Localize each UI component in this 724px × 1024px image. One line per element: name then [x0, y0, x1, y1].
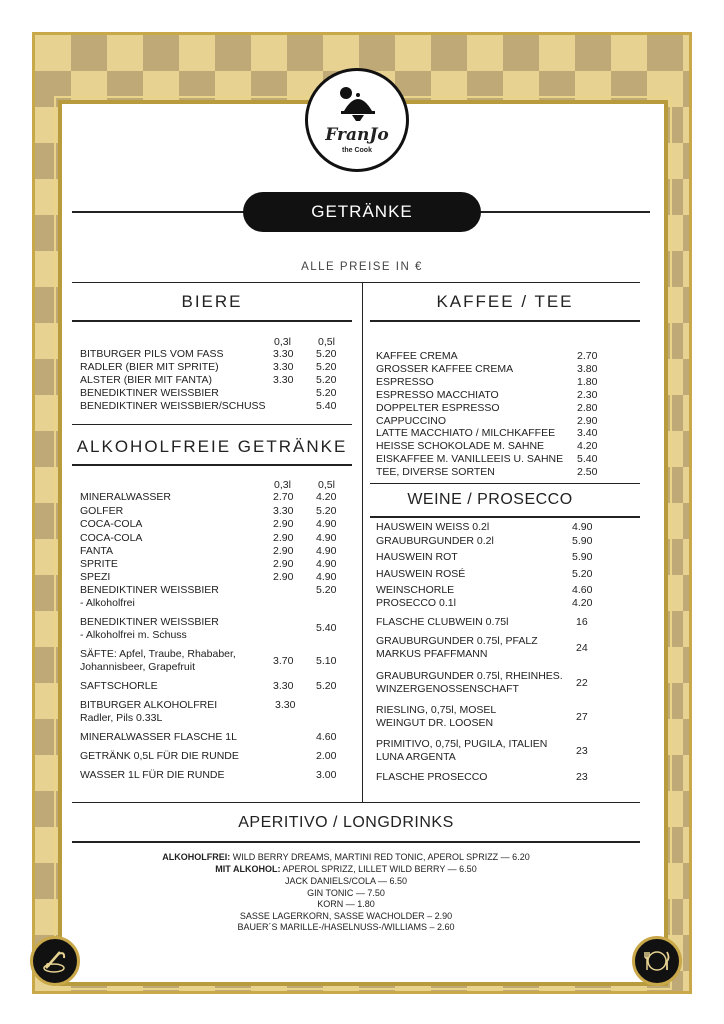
menu-item-detail: WINZERGENOSSENSCHAFT — [376, 683, 519, 695]
menu-item-price: 5.20 — [316, 680, 337, 692]
menu-item-name: SAFTSCHORLE — [80, 680, 158, 692]
menu-item-name: LATTE MACCHIATO / MILCHKAFFEE — [376, 427, 556, 440]
menu-item-name: HAUSWEIN ROT — [376, 551, 458, 563]
aperitivo-line: GIN TONIC — 7.50 — [307, 887, 385, 898]
menu-item-price: 5.20 — [316, 374, 337, 386]
menu-item-name: FLASCHE PROSECCO — [376, 771, 488, 783]
menu-item-price: 5.40 — [316, 400, 337, 412]
divider — [72, 424, 352, 425]
menu-item-name: ESPRESSO — [376, 375, 434, 388]
menu-item-name: GROSSER KAFFEE CREMA — [376, 362, 514, 375]
menu-item-price: 4.90 — [316, 571, 337, 583]
menu-item-price: 2.90 — [273, 545, 294, 557]
menu-item-price: 5.90 — [572, 551, 593, 563]
menu-item-price: 5.10 — [316, 655, 337, 667]
menu-item-detail: - Alkoholfrei — [80, 597, 135, 609]
menu-item-price: 4.60 — [572, 584, 593, 596]
menu-item-price: 4.90 — [316, 532, 337, 544]
divider — [72, 282, 640, 283]
cutlery-icon — [642, 946, 672, 976]
menu-item-name: BENEDIKTINER WEISSBIER — [80, 584, 219, 596]
menu-item-price: 3.30 — [273, 680, 294, 692]
divider — [72, 841, 640, 843]
golf-badge — [30, 936, 80, 986]
prices-note: ALLE PREISE IN € — [301, 261, 423, 273]
menu-item-price: 5.20 — [572, 568, 593, 580]
menu-item-price: 2.90 — [273, 518, 294, 530]
menu-item-price: 2.90 — [273, 571, 294, 583]
menu-item-detail: MARKUS PFAFFMANN — [376, 648, 488, 660]
menu-item-price: 4.20 — [577, 440, 598, 453]
franjo-logo — [305, 68, 409, 172]
menu-item-price: 4.90 — [316, 558, 337, 570]
menu-item-price: 27 — [576, 711, 588, 723]
aperitivo-line: KORN — 1.80 — [317, 899, 375, 909]
menu-item-name: BITBURGER PILS VOM FASS — [80, 348, 224, 360]
menu-item-detail: WEINGUT DR. LOOSEN — [376, 717, 494, 729]
logo-since: SINCE — [320, 87, 336, 93]
menu-item-price: 2.70 — [577, 350, 598, 362]
menu-item-price: 5.90 — [572, 535, 593, 547]
menu-item-price: 5.20 — [316, 348, 337, 360]
logo-subtitle: the Cook — [342, 147, 372, 154]
menu-item-detail: LUNA ARGENTA — [376, 751, 456, 763]
golf-icon — [40, 946, 70, 976]
menu-item-price: 4.90 — [316, 545, 337, 557]
menu-item-name: DOPPELTER ESPRESSO — [376, 401, 500, 414]
column-divider — [362, 282, 363, 802]
menu-item-name: HEISSE SCHOKOLADE M. SAHNE — [376, 440, 545, 453]
menu-item-name: HAUSWEIN ROSÉ — [376, 568, 466, 580]
menu-item-name: PROSECCO 0.1l — [376, 597, 456, 609]
menu-item-name: MINERALWASSER — [80, 491, 172, 503]
menu-item-price: 3.30 — [273, 505, 294, 517]
menu-item-name: SPEZI — [80, 571, 111, 583]
menu-item-price: 22 — [576, 677, 588, 689]
divider — [72, 802, 640, 803]
aperitivo-line — [72, 864, 620, 875]
menu-item-name: GETRÄNK 0,5L FÜR DIE RUNDE — [80, 750, 239, 762]
menu-item-name: GRAUBURGUNDER 0.75l, PFALZ — [376, 635, 538, 647]
menu-item-price: 24 — [576, 642, 588, 654]
menu-item-price: 4.90 — [316, 518, 337, 530]
divider — [72, 464, 352, 466]
menu-item-name: BENEDIKTINER WEISSBIER — [80, 616, 219, 628]
menu-item-name: COCA-COLA — [80, 518, 143, 530]
menu-item-name: BITBURGER ALKOHOLFREI — [80, 699, 218, 711]
menu-item-name: RIESLING, 0,75l, MOSEL — [376, 704, 497, 716]
menu-item-name: GRAUBURGUNDER 0.75l, RHEINHES. — [376, 670, 563, 682]
menu-item-price: 2.90 — [273, 558, 294, 570]
section-title-alkoholfrei: ALKOHOLFREIE GETRÄNKE — [76, 437, 348, 456]
menu-item-price: 3.30 — [275, 699, 296, 711]
menu-item-name: GRAUBURGUNDER 0.2l — [376, 535, 494, 547]
menu-item-price: 4.20 — [572, 597, 593, 609]
menu-item-price: 2.30 — [577, 388, 598, 401]
menu-item-price: 3.30 — [273, 361, 294, 373]
menu-item-price: 5.20 — [316, 361, 337, 373]
menu-item-name: MINERALWASSER FLASCHE 1L — [80, 731, 237, 743]
menu-item-price: 23 — [576, 771, 588, 783]
menu-item-price: 2.70 — [273, 491, 294, 503]
menu-item-price: 4.60 — [316, 731, 337, 743]
section-title-biere: BIERE — [181, 292, 243, 311]
divider — [480, 211, 650, 213]
menu-item-name: ESPRESSO MACCHIATO — [376, 388, 499, 401]
menu-item-name: CAPPUCCINO — [376, 414, 447, 427]
menu-item-name: SÄFTE: Apfel, Traube, Rhababer, — [80, 648, 236, 660]
menu-item-price: 5.20 — [316, 387, 337, 399]
menu-item-price: 5.20 — [316, 584, 337, 596]
menu-item-detail: Johannisbeer, Grapefruit — [80, 661, 195, 673]
menu-item-price: 3.80 — [577, 362, 598, 375]
menu-item-detail: - Alkoholfrei m. Schuss — [80, 629, 187, 641]
menu-item-price: 3.30 — [273, 348, 294, 360]
menu-item-price: 1.80 — [577, 375, 598, 388]
menu-item-name: FANTA — [80, 545, 114, 557]
menu-item-price: 2.90 — [577, 414, 598, 427]
menu-item-name: ALSTER (BIER MIT FANTA) — [80, 374, 213, 386]
section-title-kaffee: KAFFEE / TEE — [436, 292, 574, 311]
menu-item-detail: Radler, Pils 0.33L — [80, 712, 163, 724]
menu-item-price: 4.20 — [316, 491, 337, 503]
chef-cloche-icon — [338, 81, 378, 121]
col-header-03: 0,3l — [274, 336, 291, 348]
menu-item-price: 3.30 — [273, 374, 294, 386]
menu-item-name: HAUSWEIN WEISS 0.2l — [376, 521, 490, 533]
menu-item-price: 3.70 — [273, 655, 294, 667]
col-header-05: 0,5l — [318, 336, 335, 348]
menu-item-price: 5.20 — [316, 505, 337, 517]
menu-item-name: KAFFEE CREMA — [376, 350, 458, 362]
col-header-03: 0,3l — [274, 479, 291, 491]
logo-name: FranJo — [325, 125, 389, 145]
aperitivo-line — [72, 852, 620, 863]
aperitivo-label: MIT ALKOHOL: — [215, 864, 281, 874]
aperitivo-line: BAUER´S MARILLE-/HASELNUSS-/WILLIAMS – 2.60 — [237, 922, 455, 932]
aperitivo-text: APEROL SPRIZZ, LILLET WILD BERRY — 6.50 — [280, 864, 477, 874]
menu-item-price: 4.90 — [572, 521, 593, 533]
menu-item-name: FLASCHE CLUBWEIN 0.75l — [376, 616, 509, 628]
menu-item-price: 3.00 — [316, 769, 337, 781]
menu-item-name: TEE, DIVERSE SORTEN — [376, 466, 495, 479]
menu-item-name: WASSER 1L FÜR DIE RUNDE — [80, 769, 225, 781]
menu-item-name: SPRITE — [80, 558, 118, 570]
menu-item-price: 2.00 — [316, 750, 337, 762]
menu-item-price: 3.40 — [577, 427, 598, 440]
menu-item-name: PRIMITIVO, 0,75l, PUGILA, ITALIEN — [376, 738, 548, 750]
menu-item-name: EISKAFFEE M. VANILLEEIS U. SAHNE — [376, 453, 564, 466]
page-title: GETRÄNKE — [243, 192, 481, 232]
aperitivo-text: WILD BERRY DREAMS, MARTINI RED TONIC, APEROL SPRIZZ — 6.20 — [230, 852, 530, 862]
menu-item-price: 5.40 — [577, 453, 598, 466]
menu-item-price: 5.40 — [316, 622, 337, 634]
divider — [370, 320, 640, 322]
menu-item-price: 2.80 — [577, 401, 598, 414]
divider — [72, 211, 244, 213]
menu-item-price: 16 — [576, 616, 588, 628]
section-title-aperitivo: APERITIVO / LONGDRINKS — [238, 814, 454, 831]
aperitivo-line: SASSE LAGERKORN, SASSE WACHOLDER – 2.90 — [239, 910, 453, 921]
col-header-05: 0,5l — [318, 479, 335, 491]
menu-item-name: WEINSCHORLE — [376, 584, 455, 596]
section-title-weine: WEINE / PROSECCO — [407, 491, 573, 508]
menu-item-price: 23 — [576, 745, 588, 757]
menu-item-name: GOLFER — [80, 505, 124, 517]
divider — [72, 320, 352, 322]
cutlery-badge — [632, 936, 682, 986]
menu-item-name: RADLER (BIER MIT SPRITE) — [80, 361, 219, 373]
menu-item-name: BENEDIKTINER WEISSBIER — [80, 387, 219, 399]
divider — [370, 483, 640, 484]
aperitivo-line: JACK DANIELS/COLA — 6.50 — [284, 876, 408, 886]
menu-item-name: BENEDIKTINER WEISSBIER/SCHUSS — [80, 400, 266, 412]
menu-item-name: COCA-COLA — [80, 532, 143, 544]
aperitivo-label: ALKOHOLFREI: — [162, 852, 231, 862]
menu-item-price: 2.50 — [577, 466, 598, 479]
menu-item-price: 2.90 — [273, 532, 294, 544]
divider — [370, 516, 640, 518]
